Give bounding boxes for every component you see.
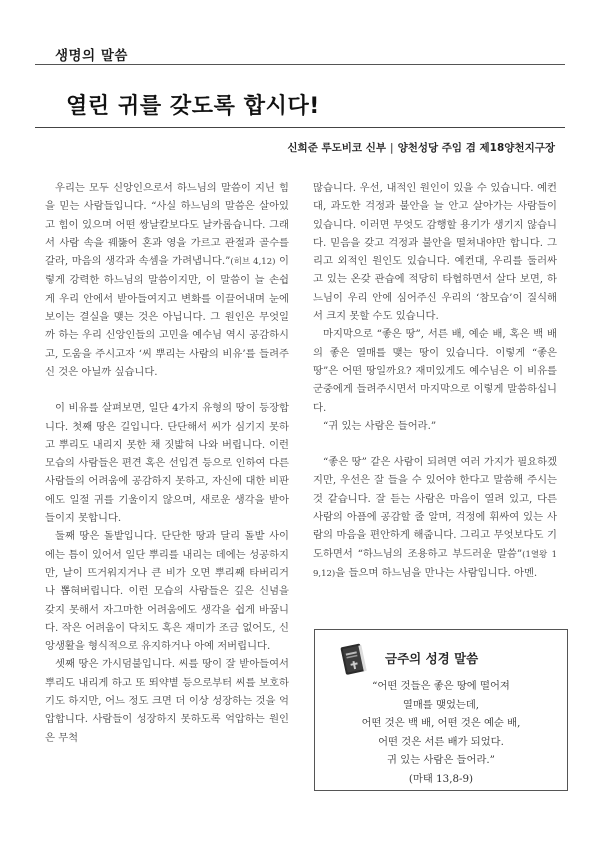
paragraph: 셋째 땅은 가시덤불입니다. 씨를 땅이 잘 받아들여서 뿌리도 내리게 하고 또 뙤약볕 등으로부터 씨를 보호하기도 하지만, 어느 정도 크면 더 이상 성장하는 것을 억압합니다. 사람들이 성장하지 못하도록 억압하는 원인은 무척 — [45, 658, 289, 744]
paragraph: 우리는 모두 신앙인으로서 하느님의 말씀이 지닌 힘을 믿는 사람들입니다. “사실 하느님의 말씀은 살아있고 힘이 있으며 어떤 쌍날칼보다도 날카롭습니다. 그래서 사람 속을 꿰뚫어 혼과 영을 가르고 관절과 골수를 갈라, 마음의 생각과 속셈을 가려냅니다.”(히브 4,12) 이렇게 강력한 하느님의 말씀이지만, 이 말씀이 늘 손쉽게 우리 안에서 받아들여지고 변화를 이끌어내며 눈에 보이는 결실을 맺는 것은 아닙니다. 그 원인은 무엇일까 하는 우리 신앙인들의 고민을 예수님 역시 공감하시고, 도움을 주시고자 ‘씨 뿌리는 사람의 비유’를 들려주신 것은 아닐까 싶습니다. — [45, 182, 289, 378]
verse-line: 귀 있는 사람은 들어라.” — [387, 754, 495, 766]
paragraph: 마지막으로 “좋은 땅”, 서른 배, 예순 배, 혹은 백 배의 좋은 열매를 맺는 땅이 있습니다. 이렇게 “좋은 땅”은 어떤 땅일까요? 재미있게도 예수님은 이 비유를 군중에게 들려주시면서 마지막으로 이렇게 말씀하십니다. — [313, 328, 557, 414]
bible-book-icon — [337, 640, 371, 678]
verse-line: 열매를 맺었는데, — [402, 698, 480, 711]
byline-author: 신희준 루도비코 신부 — [287, 142, 387, 154]
bible-verse-text — [315, 677, 567, 788]
byline-separator: | — [390, 142, 394, 154]
header-rule — [35, 64, 565, 65]
bible-box-title: 금주의 성경 말씀 — [385, 651, 479, 666]
article-title: 열린 귀를 갖도록 합시다! — [66, 94, 320, 119]
title-rule — [35, 127, 565, 128]
verse-line: 어떤 것은 백 배, 어떤 것은 예순 배, — [361, 717, 521, 729]
paragraph: “좋은 땅” 같은 사람이 되려면 여러 가지가 필요하겠지만, 우선은 잘 들을 수 있어야 한다고 말씀해 주시는 것 같습니다. 잘 듣는 사람은 마음이 열려 있고, 다른 사람의 아픔에 공감할 줄 알며, 걱정에 휘싸여 있는 사람의 마음을 편안하게 해줍니다. 그리고 무엇보다도 기도하면서 “하느님의 조용하고 부드러운 말씀”(1열왕 19,12)을 들으며 하느님을 만나는 사람입니다. 아멘. — [313, 456, 557, 579]
paragraph: 이 비유를 살펴보면, 일단 4가지 유형의 땅이 등장합니다. 첫째 땅은 길입니다. 단단해서 씨가 심기지 못하고 뿌리도 내리지 못한 채 짓밟혀 나와 버립니다. 이런 모습의 사람들은 편견 혹은 선입견 등으로 인하여 다른 사람들의 어려움에 공감하지 못하고, 자신에 대한 비판에도 일절 귀를 기울이지 않으며, 새로운 생각을 받아들이지 못합니다. — [45, 402, 289, 525]
right-column — [313, 179, 557, 583]
section-label: 생명의 말씀 — [55, 48, 128, 64]
left-column — [45, 179, 289, 747]
scripture-reference: (히브 4,12) — [230, 257, 276, 268]
byline — [287, 140, 555, 155]
bible-verse-box — [314, 629, 568, 791]
paragraph: “귀 있는 사람은 들어라.” — [323, 419, 437, 432]
verse-line: 어떤 것은 서른 배가 되었다. — [378, 735, 504, 748]
byline-role: 양천성당 주임 겸 제18양천지구장 — [397, 142, 555, 154]
paragraph: 많습니다. 우선, 내적인 원인이 있을 수 있습니다. 예컨대, 과도한 걱정과 불안을 늘 안고 살아가는 사람들이 있습니다. 이러면 무엇도 감행할 용기가 생기지 않습니다. 믿음을 갖고 걱정과 불안을 떨쳐내야만 합니다. 그리고 외적인 원인도 있습니다. 예컨대, 우리를 둘러싸고 있는 온갖 관습에 적당히 타협하면서 살다 보면, 하느님이 우리 안에 심어주신 우리의 ‘참모습’이 질식해서 크지 못할 수도 있습니다. — [313, 182, 557, 323]
verse-citation: (마태 13,8-9) — [408, 772, 474, 785]
verse-line: “어떤 것들은 좋은 땅에 떨어져 — [372, 680, 510, 692]
scripture-reference: (1열왕 19,12) — [313, 549, 557, 579]
paragraph: 둘째 땅은 돌밭입니다. 단단한 땅과 달리 돌밭 사이에는 틈이 있어서 일단 뿌리를 내리는 데에는 성공하지만, 날이 뜨거워지거나 큰 비가 오면 뿌리째 타버리거나 뽑혀버립니다. 이런 모습의 사람들은 깊은 신념을 갖지 못해서 자그마한 어려움에도 생각을 쉽게 바꿉니다. 작은 어려움이 닥치도 혹은 재미가 조금 없어도, 신앙생활을 형식적으로 유지하거나 아예 저버립니다. — [45, 530, 289, 653]
